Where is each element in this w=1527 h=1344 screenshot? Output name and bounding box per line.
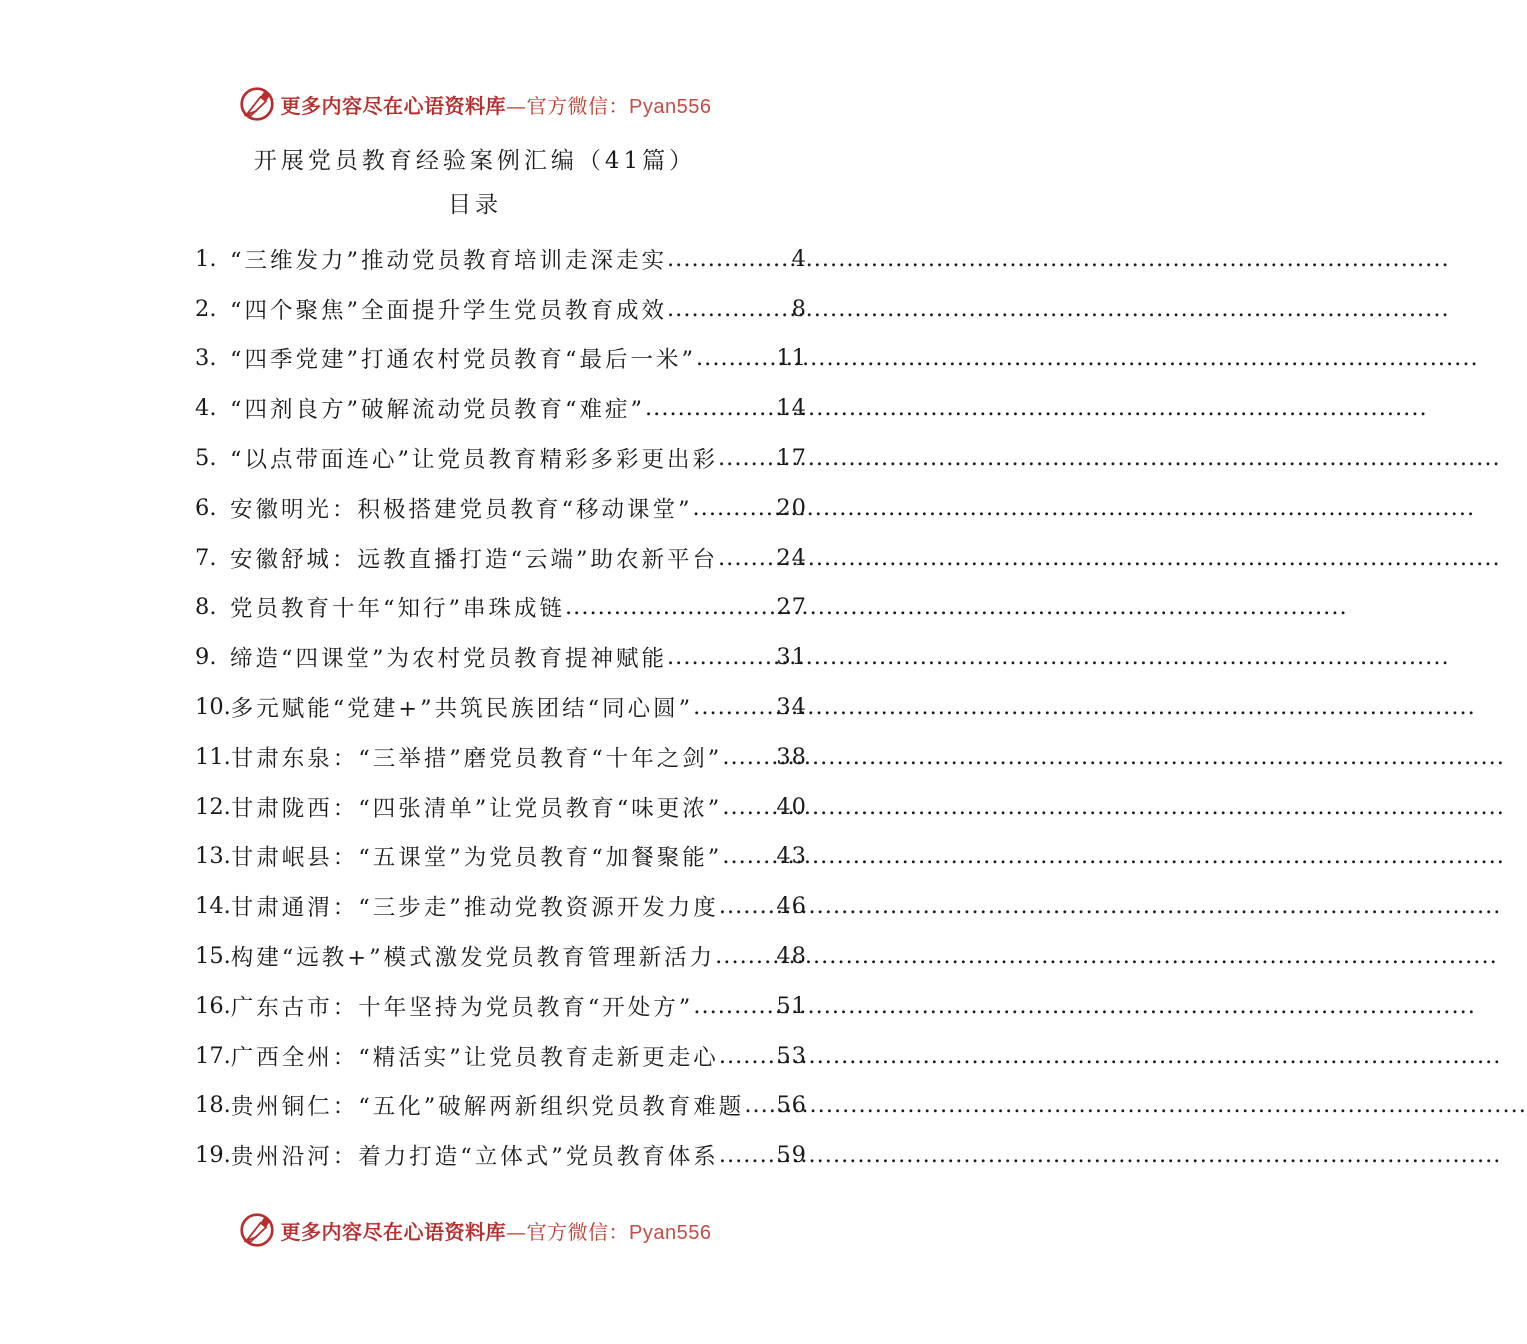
- toc-entry-number: 19.: [195, 1142, 231, 1169]
- toc-entry-leader: [715, 943, 776, 969]
- toc-entry-page: 27: [776, 594, 807, 621]
- toc-entry-number: 15.: [195, 943, 231, 970]
- pen-nib-logo-icon: [239, 86, 275, 122]
- toc-entry[interactable]: [195, 433, 807, 483]
- toc-entry-title: “以点带面连心”让党员教育精彩多彩更出彩: [230, 447, 719, 474]
- toc-entry-title: 甘肃通渭：“三步走”推动党教资源开发力度: [230, 895, 719, 922]
- toc-entry-leader: [722, 843, 776, 869]
- toc-entry-title: “四剂良方”破解流动党员教育“难症”: [230, 397, 646, 424]
- toc-entry-number: 2.: [195, 295, 217, 322]
- toc-entry-page: 20: [776, 494, 807, 521]
- toc-entry-title: 构建“远教+”模式激发党员教育管理新活力: [230, 945, 716, 972]
- toc-entry-page: 48: [776, 943, 807, 970]
- watermark-text: [281, 1216, 712, 1245]
- toc-entry-number: 13.: [195, 843, 231, 870]
- toc-entry-leader: [719, 1043, 777, 1069]
- toc-entry[interactable]: [195, 1081, 807, 1131]
- toc-entry-title: “四季党建”打通农村党员教育“最后一米”: [230, 347, 697, 374]
- toc-entry-page: 31: [776, 644, 807, 671]
- watermark-content: [239, 1212, 712, 1248]
- toc-entry-number: 3.: [195, 345, 217, 372]
- toc-entry-title: 安徽明光：积极搭建党员教育“移动课堂”: [230, 496, 693, 523]
- toc-entry[interactable]: [195, 981, 807, 1031]
- toc-entry-leader: [645, 395, 776, 421]
- watermark-contact-id: Pyan556: [629, 95, 712, 118]
- toc-entry-title: “三维发力”推动党员教育培训走深走实: [230, 247, 668, 274]
- toc-entry-title: 多元赋能“党建+”共筑民族团结“同心圆”: [230, 696, 694, 723]
- watermark-banner-bottom: [0, 1208, 950, 1252]
- toc-entry-leader: [744, 1092, 776, 1118]
- toc-entry-number: 18.: [195, 1092, 231, 1119]
- toc-entry[interactable]: [195, 881, 807, 931]
- toc-entry-number: 12.: [195, 793, 231, 820]
- watermark-banner-top: [0, 82, 950, 126]
- watermark-brand: 更多内容尽在心语资料库: [280, 1219, 507, 1244]
- toc-entry-leader: [667, 296, 792, 322]
- toc-entry-leader: [722, 744, 776, 770]
- document-title: 开展党员教育经验案例汇编（41篇）: [253, 148, 697, 174]
- watermark-separator: —: [506, 93, 527, 118]
- toc-entry-page: 14: [776, 395, 807, 422]
- toc-entry-page: 38: [776, 743, 807, 770]
- toc-entry[interactable]: [195, 583, 807, 633]
- toc-entry-number: 8.: [195, 594, 217, 621]
- watermark-content: [239, 86, 712, 122]
- toc-entry[interactable]: [195, 632, 807, 682]
- toc-entry[interactable]: [195, 732, 807, 782]
- toc-entry-leader: [693, 694, 776, 720]
- toc-entry-number: 9.: [195, 644, 217, 671]
- toc-entry[interactable]: [195, 782, 807, 832]
- table-of-contents: [195, 234, 807, 1180]
- toc-entry-number: 17.: [195, 1042, 231, 1069]
- toc-entry-number: 5.: [195, 445, 217, 472]
- toc-entry-number: 4.: [195, 395, 217, 422]
- toc-entry[interactable]: [195, 533, 807, 583]
- toc-entry[interactable]: [195, 832, 807, 882]
- watermark-contact-label: 官方微信：: [526, 93, 630, 118]
- toc-entry-page: 46: [776, 893, 807, 920]
- toc-entry-leader: [667, 246, 792, 272]
- toc-entry-page: 59: [776, 1142, 807, 1169]
- toc-entry-leader: [696, 345, 776, 371]
- toc-entry-title: 广西全州：“精活实”让党员教育走新更走心: [230, 1044, 719, 1071]
- toc-entry-page: 40: [776, 793, 807, 820]
- toc-entry-number: 1.: [195, 245, 217, 272]
- toc-entry-leader: [718, 545, 776, 571]
- watermark-text: [281, 90, 712, 119]
- toc-entry-title: “四个聚焦”全面提升学生党员教育成效: [230, 297, 668, 324]
- toc-entry-leader: [722, 794, 776, 820]
- watermark-separator: —: [506, 1219, 527, 1244]
- toc-entry-number: 7.: [195, 544, 217, 571]
- toc-entry[interactable]: [195, 234, 807, 284]
- toc-entry-number: 16.: [195, 992, 231, 1019]
- toc-entry-title: 甘肃陇西：“四张清单”让党员教育“味更浓”: [230, 795, 723, 822]
- toc-entry-page: 4: [791, 245, 807, 272]
- toc-entry-number: 11.: [195, 743, 231, 770]
- toc-entry-leader: [719, 1142, 777, 1168]
- watermark-contact-id: Pyan556: [629, 1221, 712, 1244]
- toc-entry-leader: [693, 993, 776, 1019]
- toc-entry[interactable]: [195, 284, 807, 334]
- watermark-brand: 更多内容尽在心语资料库: [280, 93, 507, 118]
- toc-entry[interactable]: [195, 334, 807, 384]
- toc-entry-leader: [719, 893, 777, 919]
- toc-entry-leader: [718, 445, 776, 471]
- toc-entry-title: 广东古市：十年坚持为党员教育“开处方”: [230, 994, 694, 1021]
- toc-entry[interactable]: [195, 1031, 807, 1081]
- toc-entry-title: 党员教育十年“知行”串珠成链: [230, 596, 566, 623]
- toc-entry-title: 安徽舒城：远教直播打造“云端”助农新平台: [230, 546, 719, 573]
- toc-entry-number: 10.: [195, 694, 231, 721]
- toc-entry-number: 6.: [195, 494, 217, 521]
- toc-entry[interactable]: [195, 682, 807, 732]
- toc-heading: 目录: [448, 192, 502, 218]
- toc-entry-page: 34: [776, 694, 807, 721]
- toc-entry-leader: [667, 644, 776, 670]
- toc-entry-leader: [693, 495, 777, 521]
- toc-entry[interactable]: [195, 931, 807, 981]
- toc-entry-title: 贵州铜仁：“五化”破解两新组织党员教育难题: [230, 1094, 745, 1121]
- toc-entry-title: 缔造“四课堂”为农村党员教育提神赋能: [230, 646, 668, 673]
- toc-entry-page: 11: [776, 345, 807, 372]
- toc-entry[interactable]: [195, 483, 807, 533]
- toc-entry-page: 8: [791, 295, 807, 322]
- pen-nib-logo-icon: [239, 1212, 275, 1248]
- toc-entry-title: 甘肃东泉：“三举措”磨党员教育“十年之剑”: [230, 745, 723, 772]
- toc-entry-title: 甘肃岷县：“五课堂”为党员教育“加餐聚能”: [230, 845, 723, 872]
- toc-entry-page: 56: [776, 1092, 807, 1119]
- toc-entry-page: 24: [776, 544, 807, 571]
- toc-entry-title: 贵州沿河：着力打造“立体式”党员教育体系: [230, 1144, 719, 1171]
- toc-entry[interactable]: [195, 383, 807, 433]
- toc-entry-leader: [565, 594, 776, 620]
- toc-entry-page: 51: [776, 992, 807, 1019]
- toc-entry-number: 14.: [195, 893, 231, 920]
- toc-entry-page: 43: [776, 843, 807, 870]
- toc-entry[interactable]: [195, 1130, 807, 1180]
- watermark-contact-label: 官方微信：: [526, 1219, 630, 1244]
- toc-entry-page: 53: [776, 1042, 807, 1069]
- toc-entry-page: 17: [776, 445, 807, 472]
